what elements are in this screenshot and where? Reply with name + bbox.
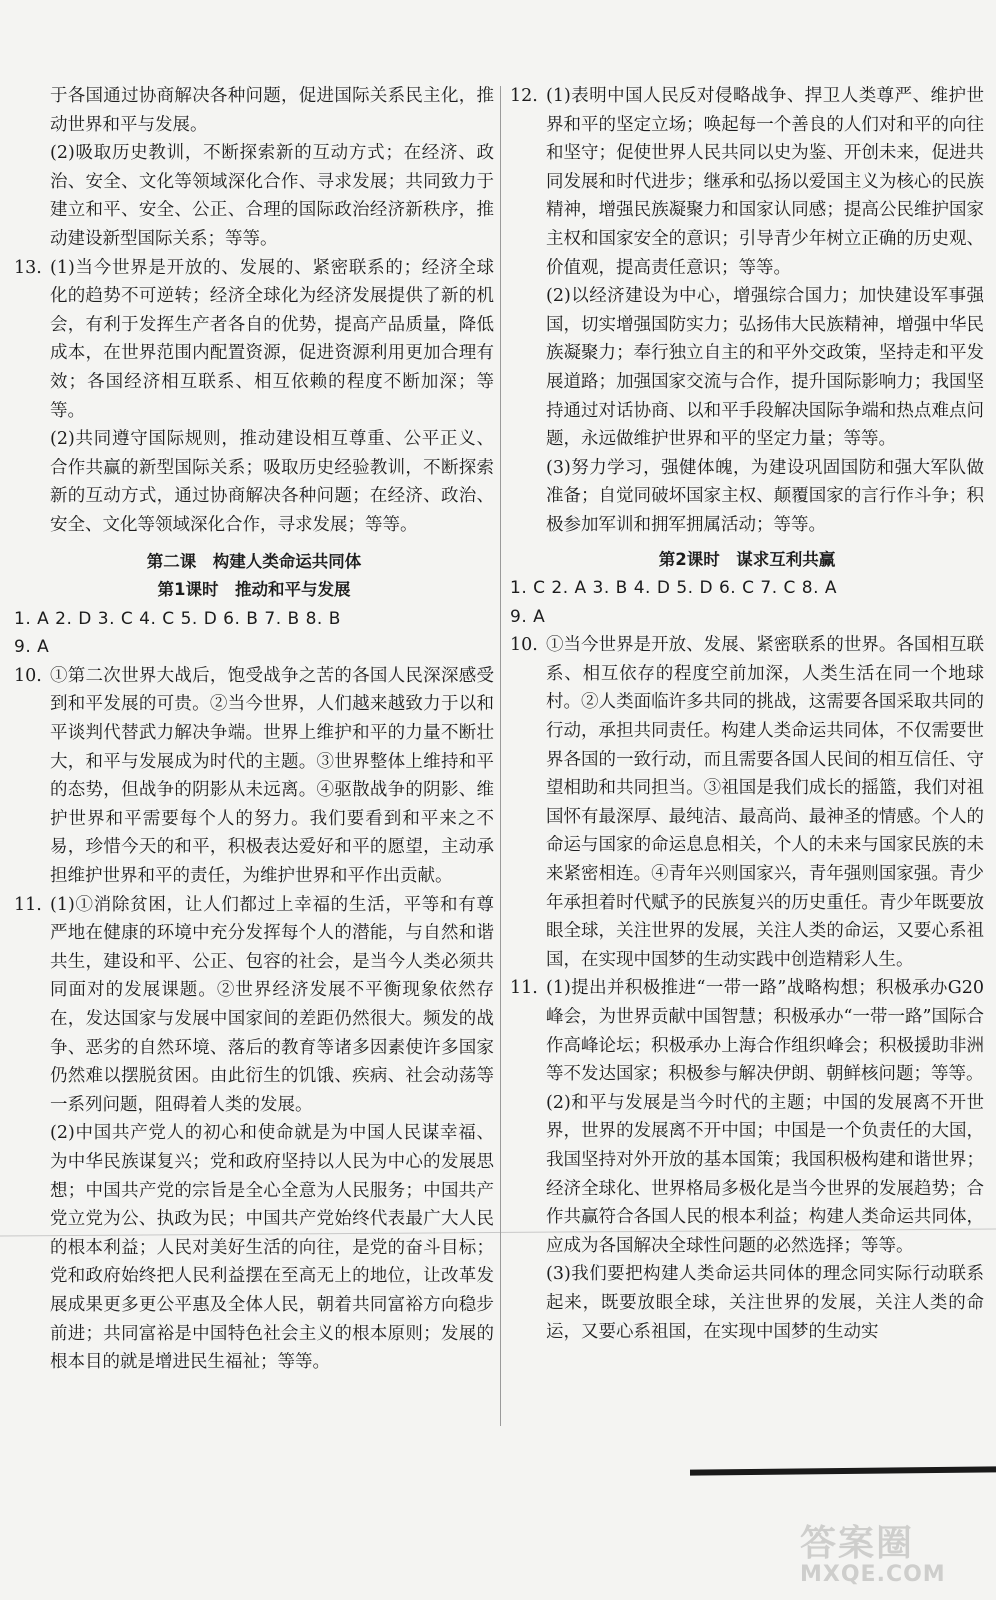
question-number: 12. [510, 86, 538, 106]
bottom-rule [690, 1466, 996, 1475]
multiple-choice-answers: 1. A 2. D 3. C 4. C 5. D 6. B 7. B 8. B [14, 608, 341, 629]
paragraph: (2)和平与发展是当今时代的主题；中国的发展离不开世界，世界的发展离不开中国；中国是一个负责任的大国，我国坚持对外开放的基本国策；我国积极构建和谐世界；经济全球化、世界格局多极化是当今世界的发展趋势；合作共赢符合各国人民的根本利益；构建人类命运共同体，应成为各国解决全球性问题的必然选择；等等。 [546, 1092, 984, 1256]
answer-text: (1)表明中国人民反对侵略战争、捍卫人类尊严、维护世界和平的坚定立场；唤起每一个善良的人们对和平的向往和坚守；促使世界人民共同以史为鉴、开创未来，促进共同发展和时代进步；继承和弘扬以爱国主义为核心的民族精神，增强民族凝聚力和国家认同感；提高公民维护国家主权和国家安全的意识；引导青少年树立正确的历史观、价值观，提高责任意识；等等。 [546, 86, 984, 278]
answer-text: (1)提出并积极推进“一带一路”战略构想；积极承办G20峰会，为世界贡献中国智慧；积极承办“一带一路”国际合作高峰论坛；积极承办上海合作组织峰会；积极援助非洲等不发达国家；积极参与解决伊朗、朝鲜核问题；等等。 [546, 978, 984, 1085]
watermark-logo: 答案圈 [800, 1523, 915, 1564]
left-column [14, 82, 494, 1377]
paragraph: 于各国通过协商解决各种问题，促进国际关系民主化，推动世界和平与发展。 [50, 86, 494, 135]
watermark-url: MXQE.COM [800, 1562, 946, 1587]
paragraph: (2)吸取历史教训，不断探索新的互动方式；在经济、政治、安全、文化等领域深化合作、寻求发展；共同致力于建立和平、安全、公正、合理的国际政治经济新秩序，推动建设新型国际关系；等等。 [50, 143, 494, 249]
multiple-choice-answers: 1. C 2. A 3. B 4. D 5. D 6. C 7. C 8. A [510, 578, 838, 599]
watermark [800, 1515, 970, 1587]
question-13 [14, 254, 494, 426]
question-number: 13. [14, 257, 42, 278]
question-number: 11. [510, 978, 538, 999]
question-number: 10. [14, 665, 42, 686]
question-number: 11. [14, 894, 42, 915]
answer-text: ①第二次世界大战后，饱受战争之苦的各国人民深深感受到和平发展的可贵。②当今世界，人们越来越致力于以和平谈判代替武力解决争端。世界上维护和平的力量不断壮大，和平与发展成为时代的主题。③世界整体上维持和平的态势，但战争的阴影从未远离。④驱散战争的阴影、维护世界和平需要每个人的努力。我们要看到和平来之不易，珍惜今天的和平，积极表达爱好和平的愿望，主动承担维护世界和平的责任，为维护世界和平作出贡献。 [50, 665, 494, 887]
question-12 [510, 82, 984, 282]
question-10 [14, 662, 494, 891]
answer-text: (1)当今世界是开放的、发展的、紧密联系的；经济全球化的趋势不可逆转；经济全球化为经济发展提供了新的机会，有利于发挥生产者各自的优势，提高产品质量，降低成本，在世界范围内配置资源，促进资源利用更加合理有效；各国经济相互联系、相互依赖的程度不断加深；等等。 [50, 257, 494, 421]
question-11 [510, 974, 984, 1088]
right-column [510, 82, 984, 1346]
period-title: 第2课时 谋求互利共赢 [658, 549, 836, 569]
question-11 [14, 891, 494, 1120]
question-number: 10. [510, 635, 538, 656]
paragraph: (3)我们要把构建人类命运共同体的理念同实际行动联系起来，既要放眼全球，关注世界的发展，关注人类的命运，又要心系祖国，在实现中国梦的生动实 [546, 1264, 984, 1342]
paragraph: (2)以经济建设为中心，增强综合国力；加快建设军事强国，切实增强国防实力；弘扬伟大民族精神，增强中华民族凝聚力；奉行独立自主的和平外交政策，坚持走和平发展道路；加强国家交流与合作，提升国际影响力；我国坚持通过对话协商、以和平手段解决国际争端和热点难点问题，永远做维护世界和平的坚定力量；等等。 [546, 286, 984, 450]
multiple-choice-answers: 9. A [510, 606, 546, 627]
lesson-title: 第二课 构建人类命运共同体 [146, 551, 362, 571]
paragraph: (3)努力学习，强健体魄，为建设巩固国防和强大军队做准备；自觉同破坏国家主权、颠覆国家的言行作斗争；积极参加军训和拥军拥属活动；等等。 [546, 457, 984, 535]
answer-text: (1)①消除贫困，让人们都过上幸福的生活，平等和有尊严地在健康的环境中充分发挥每个人的潜能，与自然和谐共生，建设和平、公正、包容的社会，是当今人类必须共同面对的发展课题。②世界经济发展不平衡现象依然存在，发达国家与发展中国家间的差距仍然很大。频发的战争、恶劣的自然环境、落后的教育等诸多因素使许多国家仍然难以摆脱贫困。由此衍生的饥饿、疾病、社会动荡等一系列问题，阻碍着人类的发展。 [50, 894, 494, 1115]
period-title: 第1课时 推动和平与发展 [157, 580, 351, 600]
paragraph: (2)共同遵守国际规则，推动建设相互尊重、公平正义、合作共赢的新型国际关系；吸取历史经验教训，不断探索新的互动方式，通过协商解决各种问题；在经济、政治、安全、文化等领域深化合作，寻求发展；等等。 [50, 429, 494, 535]
column-divider [500, 86, 501, 1426]
answer-text: ①当今世界是开放、发展、紧密联系的世界。各国相互联系、相互依存的程度空前加深，人类生活在同一个地球村。②人类面临许多共同的挑战，这需要各国采取共同的行动，承担共同责任。构建人类命运共同体，不仅需要世界各国的一致行动，而且需要各国人民间的相互信任、守望相助和共同担当。③祖国是我们成长的摇篮，我们对祖国怀有最深厚、最纯洁、最高尚、最神圣的情感。个人的命运与国家的命运息息相关，个人的未来与国家民族的未来紧密相连。④青年兴则国家兴，青年强则国家强。青少年承担着时代赋予的民族复兴的历史重任。青少年既要放眼全球，关注世界的发展，关注人类的命运，又要心系祖国，在实现中国梦的生动实践中创造精彩人生。 [546, 635, 984, 970]
question-10 [510, 631, 984, 974]
multiple-choice-answers: 9. A [14, 637, 50, 658]
paragraph: (2)中国共产党人的初心和使命就是为中国人民谋幸福、为中华民族谋复兴；党和政府坚持以人民为中心的发展思想；中国共产党的宗旨是全心全意为人民服务；中国共产党立党为公、执政为民；中国共产党始终代表最广大人民的根本利益；人民对美好生活的向往，是党的奋斗目标；党和政府始终把人民利益摆在至高无上的地位，让改革发展成果更多更公平惠及全体人民，朝着共同富裕方向稳步前进；共同富裕是中国特色社会主义的根本原则；发展的根本目的就是增进民生福祉；等等。 [50, 1123, 494, 1373]
